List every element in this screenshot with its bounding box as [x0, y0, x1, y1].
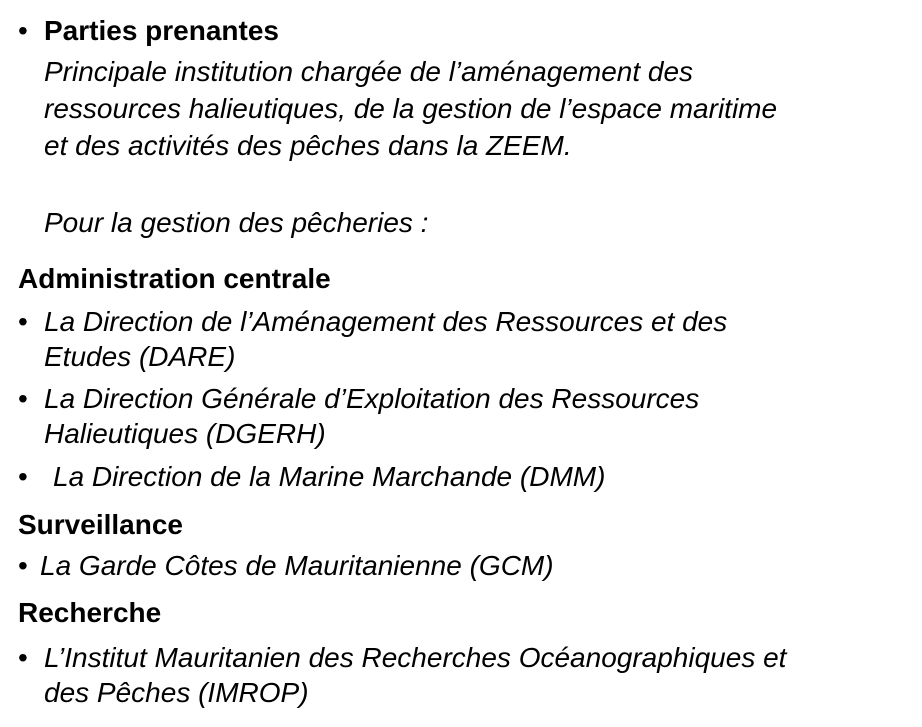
list-item-line: La Garde Côtes de Mauritanienne (GCM) [40, 550, 554, 581]
intro-heading: Parties prenantes [44, 15, 279, 46]
intro-description-line: et des activités des pêches dans la ZEEM. [44, 130, 572, 161]
intro-description-line: ressources halieutiques, de la gestion de l’espace maritime [44, 93, 778, 124]
list-item-line: La Direction de la Marine Marchande (DMM) [53, 461, 606, 492]
list-item-line: La Direction de l’Aménagement des Ressources et des [44, 306, 728, 337]
bullet-marker: • [18, 383, 28, 414]
section-title-recherche: Recherche [18, 597, 162, 628]
bullet-marker: • [18, 642, 28, 673]
list-item-line: Halieutiques (DGERH) [44, 418, 326, 449]
section-title-administration: Administration centrale [18, 263, 331, 294]
section-title-surveillance: Surveillance [18, 509, 183, 540]
bullet-marker: • [18, 461, 28, 492]
intro-description-line: Principale institution chargée de l’aménagement des [44, 56, 694, 87]
intro-subheading: Pour la gestion des pêcheries : [44, 207, 429, 238]
bullet-marker: • [18, 550, 28, 581]
list-item-line: des Pêches (IMROP) [44, 677, 309, 708]
list-item-line: Etudes (DARE) [44, 341, 236, 372]
list-item-line: La Direction Générale d’Exploitation des Ressources [44, 383, 700, 414]
list-item-line: L’Institut Mauritanien des Recherches Océanographiques et [44, 642, 787, 673]
bullet-marker: • [18, 306, 28, 337]
bullet-marker: • [18, 15, 28, 46]
